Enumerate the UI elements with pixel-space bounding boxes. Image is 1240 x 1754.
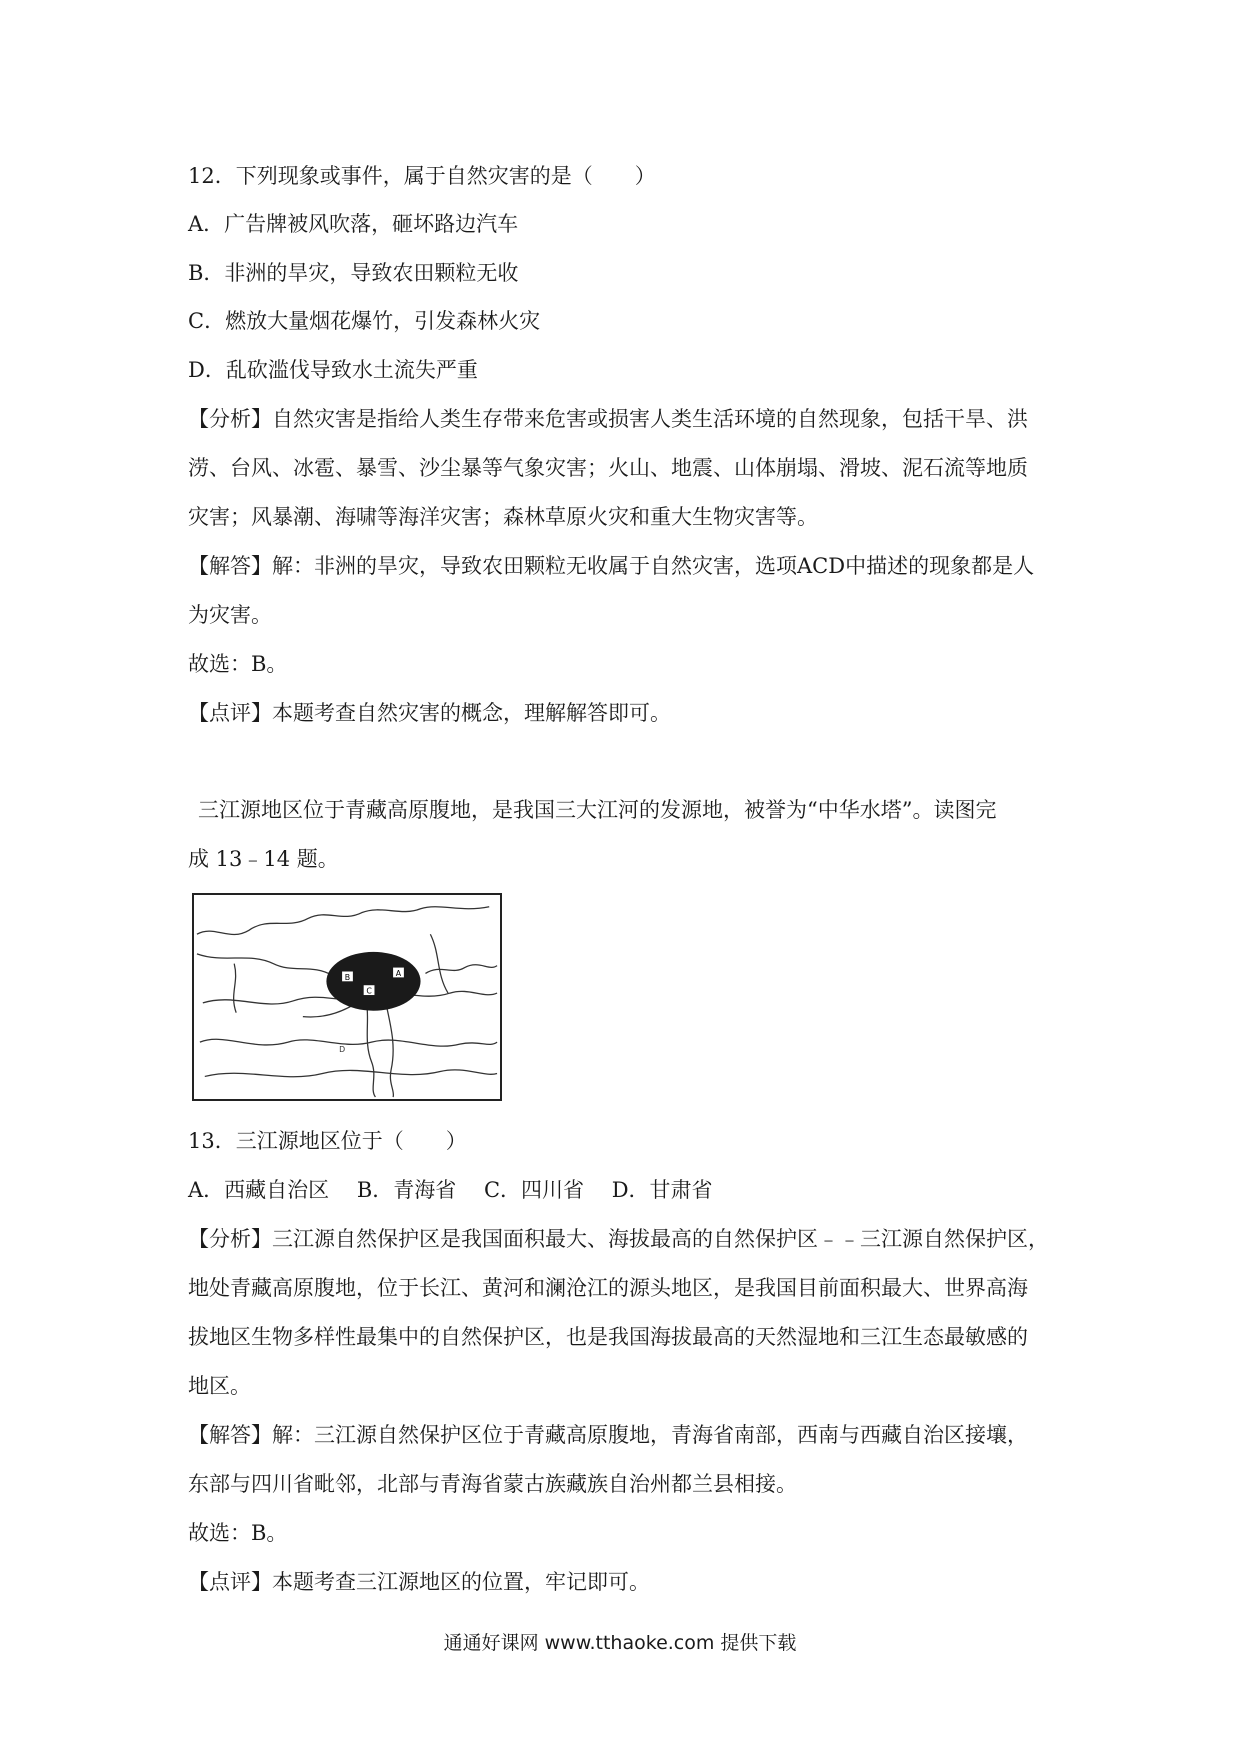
border-line-east	[430, 934, 448, 993]
map-label-d: D	[339, 1044, 346, 1054]
q13-answer-line-1	[188, 1420, 1068, 1450]
answer-text: 解：三江源自然保护区位于青藏高原腹地，青海省南部，西南与西藏自治区接壤，	[272, 1423, 1028, 1447]
comment-tag: 【点评】	[188, 1570, 272, 1594]
q13-analysis-line-3: 拔地区生物多样性最集中的自然保护区，也是我国海拔最高的天然湿地和三江生态最敏感的	[188, 1325, 1028, 1349]
page-footer: 通通好课网 www.tthaoke.com 提供下载	[443, 1632, 797, 1654]
q12-analysis-line-3: 灾害；风暴潮、海啸等海洋灾害；森林草原火灾和重大生物灾害等。	[188, 505, 818, 529]
map-label-c: C	[366, 986, 372, 996]
map-drawing	[194, 895, 500, 1099]
border-line-west	[197, 954, 332, 976]
q12-option-d: D．乱砍滥伐导致水土流失严重	[188, 358, 478, 382]
river-2	[386, 1005, 393, 1097]
analysis-tag: 【分析】	[188, 1227, 272, 1251]
q12-answer-line-2: 为灾害。	[188, 603, 272, 627]
map-label-a: A	[395, 968, 402, 978]
comment-text: 本题考查三江源地区的位置，牢记即可。	[272, 1570, 650, 1594]
q13-stem: 13．三江源地区位于（ ）	[188, 1129, 467, 1153]
sanjiangyuan-map	[192, 893, 502, 1101]
river-4	[425, 965, 497, 974]
q12-stem: 12．下列现象或事件，属于自然灾害的是（ ）	[188, 164, 656, 188]
sanjiangyuan-region	[326, 952, 420, 1011]
river-1	[367, 1003, 376, 1097]
comment-text: 本题考查自然灾害的概念，理解解答即可。	[272, 701, 671, 725]
border-line-south	[200, 1039, 497, 1046]
analysis-text: 三江源自然保护区是我国面积最大、海拔最高的自然保护区﹣﹣三江源自然保护区，	[272, 1227, 1049, 1251]
q12-option-c: C．燃放大量烟花爆竹，引发森林火灾	[188, 309, 541, 333]
border-line-inner	[234, 964, 237, 1013]
q12-option-a: A．广告牌被风吹落，砸坏路边汽车	[188, 212, 519, 236]
q13-choice: 故选：B。	[188, 1521, 288, 1545]
q13-analysis-line-2: 地处青藏高原腹地，位于长江、黄河和澜沧江的源头地区，是我国目前面积最大、世界高海	[188, 1276, 1028, 1300]
passage-line-1: 三江源地区位于青藏高原腹地，是我国三大江河的发源地，被誉为“中华水塔”。读图完	[198, 798, 997, 822]
answer-text: 解：非洲的旱灾，导致农田颗粒无收属于自然灾害，选项ACD中描述的现象都是人	[272, 554, 1035, 578]
q12-answer-line-1	[188, 551, 1068, 581]
q12-analysis-line-2: 涝、台风、冰雹、暴雪、沙尘暴等气象灾害；火山、地震、山体崩塌、滑坡、泥石流等地质	[188, 456, 1028, 480]
q13-analysis-line-1	[188, 1224, 1068, 1254]
q13-answer-line-2: 东部与四川省毗邻，北部与青海省蒙古族藏族自治州都兰县相接。	[188, 1472, 797, 1496]
q13-comment	[188, 1567, 1068, 1597]
q12-option-b: B．非洲的旱灾，导致农田颗粒无收	[188, 261, 519, 285]
answer-tag: 【解答】	[188, 1423, 272, 1447]
answer-tag: 【解答】	[188, 554, 272, 578]
comment-tag: 【点评】	[188, 701, 272, 725]
map-label-b: B	[344, 972, 351, 982]
q13-options: A．西藏自治区 B．青海省 C．四川省 D．甘肃省	[188, 1178, 713, 1202]
q12-analysis-line-1	[188, 404, 1068, 434]
q13-analysis-line-4: 地区。	[188, 1374, 251, 1398]
q12-comment	[188, 698, 1068, 728]
border-line-north	[197, 907, 489, 935]
passage-line-2: 成 13﹣14 题。	[188, 847, 339, 871]
analysis-tag: 【分析】	[188, 407, 272, 431]
q12-choice: 故选：B。	[188, 652, 288, 676]
analysis-text: 自然灾害是指给人类生存带来危害或损害人类生活环境的自然现象，包括干旱、洪	[272, 407, 1028, 431]
border-line-bottom	[205, 1070, 497, 1077]
